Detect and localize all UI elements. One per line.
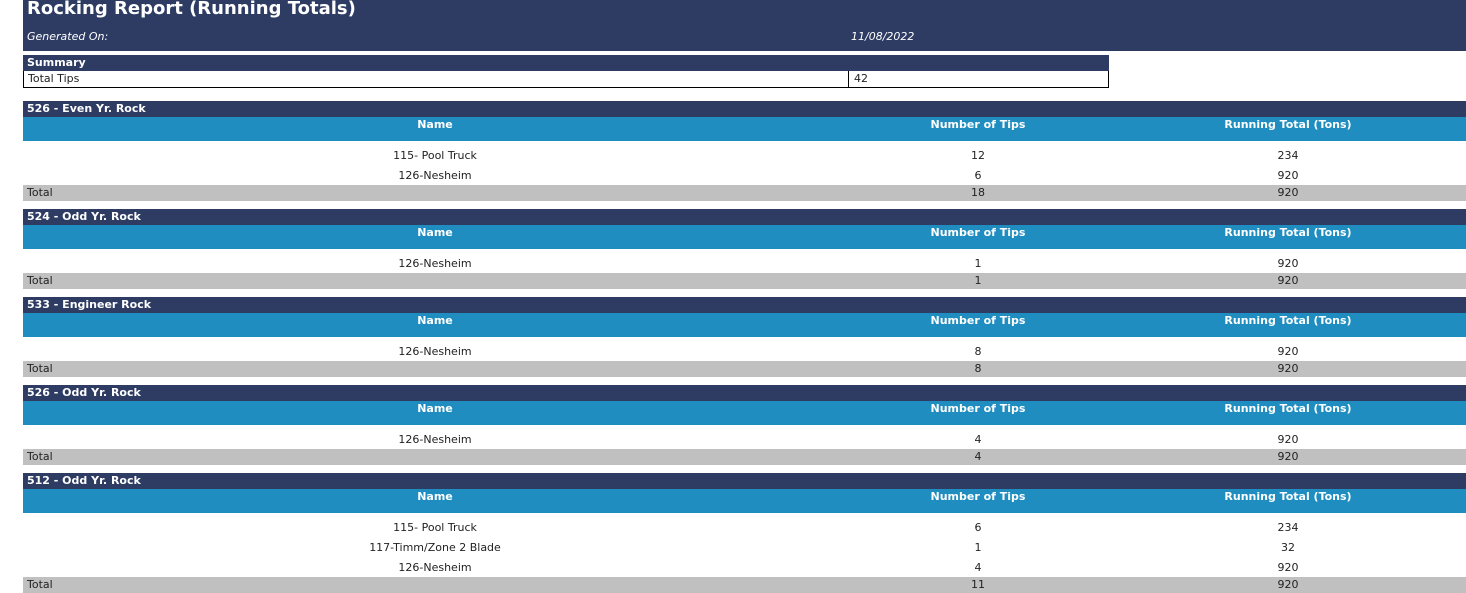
generated-on-date: 11/08/2022 xyxy=(851,30,915,43)
cell-tips: 4 xyxy=(974,561,982,574)
column-header-running-total: Running Total (Tons) xyxy=(1224,402,1352,415)
summary-row xyxy=(23,71,1109,88)
cell-tips: 6 xyxy=(974,169,982,182)
section-526-even-yr-rock xyxy=(23,101,1466,201)
table-row xyxy=(23,517,1466,537)
total-row xyxy=(23,273,1466,289)
column-header-tips: Number of Tips xyxy=(930,314,1026,327)
section-title: 533 - Engineer Rock xyxy=(23,297,1466,313)
cell-tips: 12 xyxy=(971,149,985,162)
cell-tips: 8 xyxy=(974,345,982,358)
total-label: Total xyxy=(27,274,53,287)
total-row xyxy=(23,185,1466,201)
cell-tips: 4 xyxy=(974,433,982,446)
cell-tips: 1 xyxy=(974,257,982,270)
cell-running-total: 234 xyxy=(1277,149,1299,162)
cell-name: 126-Nesheim xyxy=(398,433,472,446)
cell-name: 126-Nesheim xyxy=(398,561,472,574)
cell-name: 126-Nesheim xyxy=(398,257,472,270)
cell-name: 126-Nesheim xyxy=(398,345,472,358)
cell-name: 115- Pool Truck xyxy=(393,149,477,162)
summary-title: Summary xyxy=(23,55,1109,71)
total-tips: 11 xyxy=(971,578,985,591)
total-running-total: 920 xyxy=(1277,274,1299,287)
table-row xyxy=(23,145,1466,165)
column-header-tips: Number of Tips xyxy=(930,490,1026,503)
column-header-running-total: Running Total (Tons) xyxy=(1224,118,1352,131)
total-running-total: 920 xyxy=(1277,578,1299,591)
column-header-name: Name xyxy=(417,490,453,503)
column-header-name: Name xyxy=(417,226,453,239)
total-label: Total xyxy=(27,186,53,199)
table-row xyxy=(23,429,1466,449)
column-header-row xyxy=(23,489,1466,513)
section-title: 526 - Odd Yr. Rock xyxy=(23,385,1466,401)
cell-running-total: 234 xyxy=(1277,521,1299,534)
generated-on-label: Generated On: xyxy=(27,30,109,43)
table-row xyxy=(23,537,1466,557)
column-header-row xyxy=(23,117,1466,141)
column-header-row xyxy=(23,401,1466,425)
section-533-engineer-rock xyxy=(23,297,1466,377)
table-row xyxy=(23,165,1466,185)
section-title: 524 - Odd Yr. Rock xyxy=(23,209,1466,225)
total-tips: 8 xyxy=(974,362,982,375)
cell-name: 115- Pool Truck xyxy=(393,521,477,534)
column-header-running-total: Running Total (Tons) xyxy=(1224,226,1352,239)
column-header-running-total: Running Total (Tons) xyxy=(1224,490,1352,503)
total-label: Total xyxy=(27,362,53,375)
section-title: 526 - Even Yr. Rock xyxy=(23,101,1466,117)
cell-running-total: 32 xyxy=(1281,541,1295,554)
column-header-name: Name xyxy=(417,402,453,415)
cell-running-total: 920 xyxy=(1277,169,1299,182)
cell-running-total: 920 xyxy=(1277,257,1299,270)
report-header xyxy=(23,0,1466,51)
total-running-total: 920 xyxy=(1277,186,1299,199)
cell-tips: 6 xyxy=(974,521,982,534)
section-524-odd-yr-rock xyxy=(23,209,1466,289)
total-label: Total xyxy=(27,578,53,591)
total-tips: 18 xyxy=(971,186,985,199)
summary-value: 42 xyxy=(854,72,868,85)
total-row xyxy=(23,361,1466,377)
column-header-row xyxy=(23,313,1466,337)
column-header-tips: Number of Tips xyxy=(930,226,1026,239)
table-row xyxy=(23,253,1466,273)
table-row xyxy=(23,557,1466,577)
cell-running-total: 920 xyxy=(1277,561,1299,574)
summary-label: Total Tips xyxy=(24,71,849,87)
total-running-total: 920 xyxy=(1277,450,1299,463)
cell-running-total: 920 xyxy=(1277,433,1299,446)
column-header-running-total: Running Total (Tons) xyxy=(1224,314,1352,327)
cell-name: 117-Timm/Zone 2 Blade xyxy=(369,541,501,554)
cell-name: 126-Nesheim xyxy=(398,169,472,182)
total-tips: 4 xyxy=(974,450,982,463)
column-header-name: Name xyxy=(417,118,453,131)
total-label: Total xyxy=(27,450,53,463)
section-title: 512 - Odd Yr. Rock xyxy=(23,473,1466,489)
column-header-tips: Number of Tips xyxy=(930,118,1026,131)
total-running-total: 920 xyxy=(1277,362,1299,375)
table-row xyxy=(23,341,1466,361)
summary-table xyxy=(23,55,1109,88)
column-header-name: Name xyxy=(417,314,453,327)
cell-running-total: 920 xyxy=(1277,345,1299,358)
total-tips: 1 xyxy=(974,274,982,287)
section-512-odd-yr-rock xyxy=(23,473,1466,593)
column-header-tips: Number of Tips xyxy=(930,402,1026,415)
section-526-odd-yr-rock xyxy=(23,385,1466,465)
report-title: Rocking Report (Running Totals) xyxy=(27,0,356,19)
total-row xyxy=(23,449,1466,465)
column-header-row xyxy=(23,225,1466,249)
cell-tips: 1 xyxy=(974,541,982,554)
